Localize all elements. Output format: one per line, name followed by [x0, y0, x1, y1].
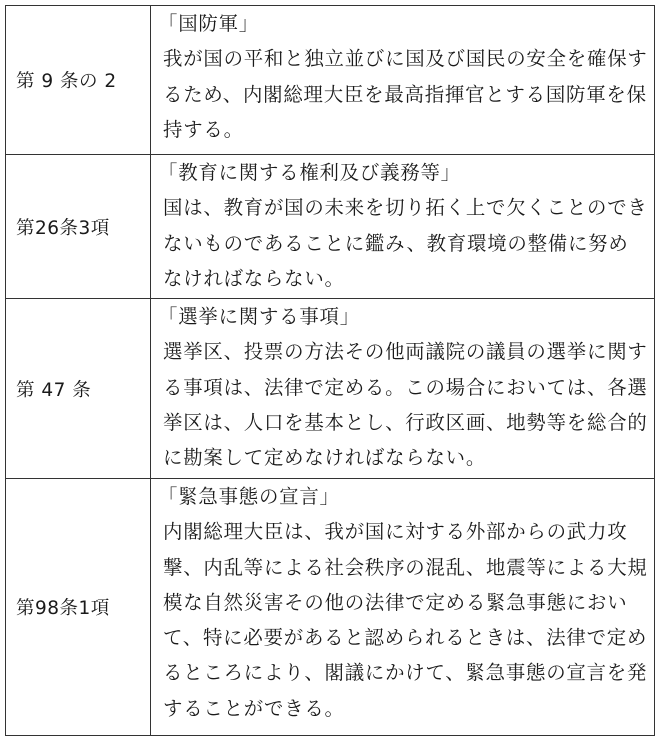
article-text: 我が国の平和と独立並びに国及び国民の安全を確保するため、内閣総理大臣を最高指揮官とする国防軍を保持する。 [163, 47, 648, 141]
article-body [151, 155, 655, 299]
articles-table [5, 5, 655, 736]
article-row [6, 479, 655, 736]
article-number: 第 9 条の 2 [6, 6, 151, 155]
article-heading: 「国防軍」 [158, 12, 259, 35]
article-text: 内閣総理大臣は、我が国に対する外部からの武力攻撃、内乱等による社会秩序の混乱、地震等による大規模な自然災害その他の法律で定める緊急事態において、特に必要があると認められるときは、法律で定めるところにより、閣議にかけて、緊急事態の宣言を発することができる。 [163, 520, 648, 720]
article-row [6, 6, 655, 155]
article-row [6, 299, 655, 479]
article-body [151, 479, 655, 736]
article-heading: 「緊急事態の宣言」 [158, 485, 340, 508]
article-number: 第 47 条 [6, 299, 151, 479]
article-heading: 「教育に関する権利及び義務等」 [158, 161, 461, 184]
article-body [151, 6, 655, 155]
article-number: 第98条1項 [6, 479, 151, 736]
article-row [6, 155, 655, 299]
article-text: 国は、教育が国の未来を切り拓く上で欠くことのできないものであることに鑑み、教育環境の整備に努めなければならない。 [163, 196, 648, 290]
article-number: 第26条3項 [6, 155, 151, 299]
article-heading: 「選挙に関する事項」 [158, 305, 360, 328]
article-body [151, 299, 655, 479]
article-text: 選挙区、投票の方法その他両議院の議員の選挙に関する事項は、法律で定める。この場合においては、各選挙区は、人口を基本とし、行政区画、地勢等を総合的に勘案して定めなければならない。 [163, 340, 648, 470]
